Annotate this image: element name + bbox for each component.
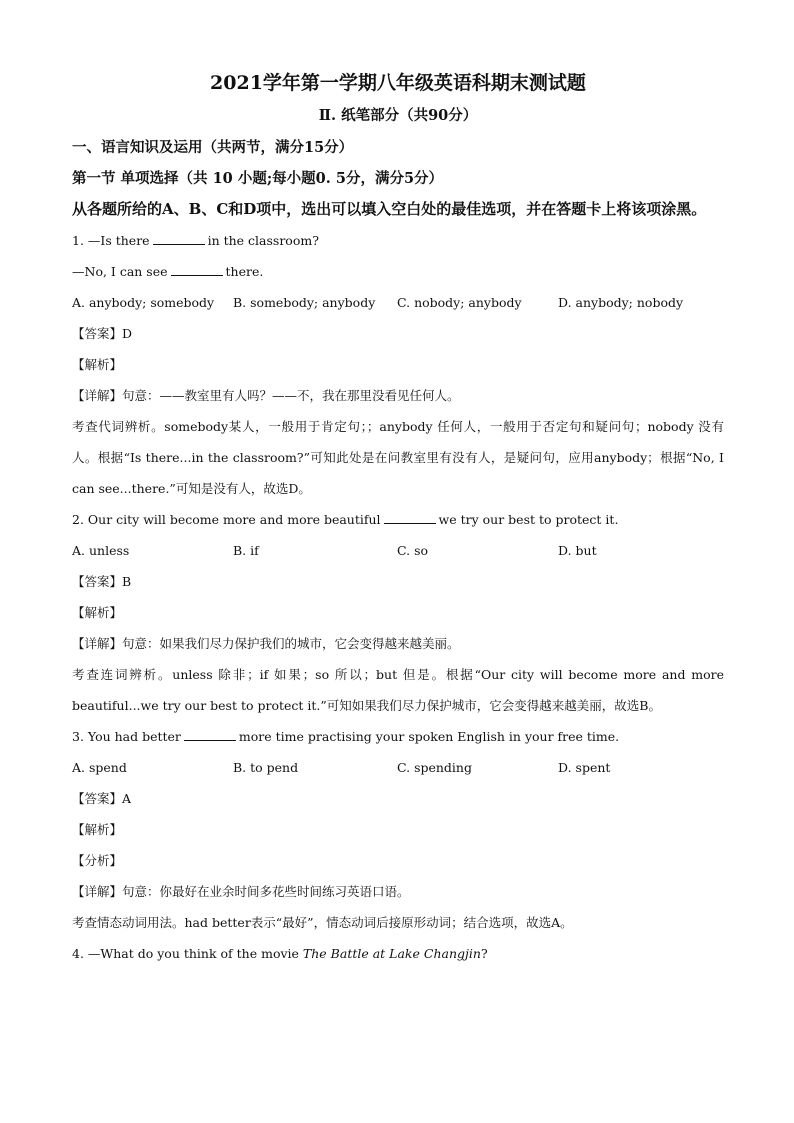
explanation-text: 考查代词辨析。somebody某人，一般用于肯定句；；anybody 任何人，一般用于否定句和疑问句；nobody 没有人。根据“Is there...in the classroom?”可知此处是在问教室里有没有人，是疑问句，应用anybody；根据“No, I can see...there.”可知是没有人，故选D。 xyxy=(72,419,724,496)
question-3-options xyxy=(72,752,724,783)
question-1-stem: 1. —Is there in the classroom? xyxy=(72,225,724,256)
page-title: 2021学年第一学期八年级英语科期末测试题 xyxy=(210,72,586,94)
question-2-options xyxy=(72,535,724,566)
section-heading: 第一节 单项选择（共 10 小题;每小题0. 5分，满分5分） xyxy=(72,170,444,187)
analyze-label: 【分析】 xyxy=(72,853,123,868)
instruction-text: 从各题所给的A、B、C和D项中，选出可以填入空白处的最佳选项，并在答题卡上将该项涂黑。 xyxy=(72,200,707,218)
question-2-stem: 2. Our city will become more and more beautiful we try our best to protect it. xyxy=(72,504,724,535)
exam-page xyxy=(72,66,724,969)
option-a: A. anybody; somebody xyxy=(72,295,215,310)
option-b: B. somebody; anybody xyxy=(233,295,376,310)
answer-label: 【答案】B xyxy=(72,574,132,589)
detail-text: 【详解】句意：——教室里有人吗？——不，我在那里没看见任何人。 xyxy=(72,388,460,403)
option-a: A. unless xyxy=(72,543,130,558)
option-c: C. nobody; anybody xyxy=(397,295,522,310)
answer-label: 【答案】D xyxy=(72,326,133,341)
option-d: D. but xyxy=(558,543,597,558)
option-b: B. to pend xyxy=(233,760,299,775)
question-4-stem: 4. —What do you think of the movie The Battle at Lake Changjin? xyxy=(72,946,488,961)
analysis-label: 【解析】 xyxy=(72,357,123,372)
option-d: D. spent xyxy=(558,760,611,775)
option-b: B. if xyxy=(233,543,259,558)
detail-text: 【详解】句意：如果我们尽力保护我们的城市，它会变得越来越美丽。 xyxy=(72,636,460,651)
option-c: C. so xyxy=(397,543,429,558)
explanation-text: 考查情态动词用法。had better表示“最好”，情态动词后接原形动词；结合选项，故选A。 xyxy=(72,915,573,930)
question-1-response: —No, I can see there. xyxy=(72,256,724,287)
option-c: C. spending xyxy=(397,760,472,775)
part-heading: 一、语言知识及运用（共两节，满分15分） xyxy=(72,139,354,156)
answer-blank xyxy=(384,509,436,524)
option-d: D. anybody; nobody xyxy=(558,295,684,310)
answer-label: 【答案】A xyxy=(72,791,132,806)
answer-blank xyxy=(153,230,205,245)
movie-title: The Battle at Lake Changjin xyxy=(302,946,481,961)
analysis-label: 【解析】 xyxy=(72,822,123,837)
page-subtitle: Ⅱ. 纸笔部分（共90分） xyxy=(318,107,478,124)
answer-blank xyxy=(171,261,223,276)
question-3-stem: 3. You had better more time practising your spoken English in your free time. xyxy=(72,721,724,752)
explanation-text: 考查连词辨析。unless 除非；if 如果；so 所以；but 但是。根据“Our city will become more and more beautiful...we try our best to protect it.”可知如果我们尽力保护城市，它会变得越来越美丽，故选B。 xyxy=(72,667,724,713)
answer-blank xyxy=(184,726,236,741)
question-1-options xyxy=(72,287,724,318)
analysis-label: 【解析】 xyxy=(72,605,123,620)
detail-text: 【详解】句意：你最好在业余时间多花些时间练习英语口语。 xyxy=(72,884,410,899)
option-a: A. spend xyxy=(72,760,127,775)
